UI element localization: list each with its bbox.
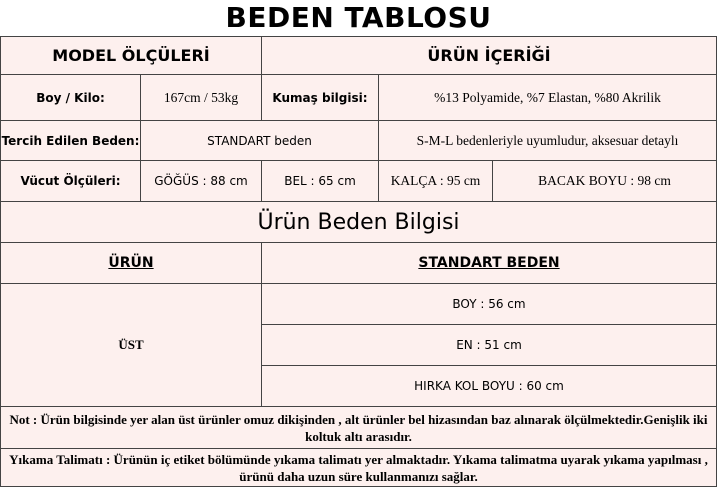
product-content-header: ÜRÜN İÇERİĞİ (262, 36, 717, 75)
sleeve-length-measure: HIRKA KOL BOYU : 60 cm (262, 366, 717, 407)
body-measurements-label: Vücut Ölçüleri: (0, 161, 141, 202)
size-column-header: STANDART BEDEN (262, 243, 717, 284)
fit-note: S-M-L bedenleriyle uyumludur, aksesuar detaylı (379, 121, 717, 161)
fabric-label: Kumaş bilgisi: (262, 75, 379, 121)
size-info-heading: Ürün Beden Bilgisi (0, 202, 717, 243)
fabric-value: %13 Polyamide, %7 Elastan, %80 Akrilik (379, 75, 717, 121)
chest-measure: GÖĞÜS : 88 cm (141, 161, 262, 202)
preferred-size-value: STANDART beden (141, 121, 379, 161)
model-measurements-header: MODEL ÖLÇÜLERİ (0, 36, 262, 75)
washing-instructions: Yıkama Talimatı : Ürünün iç etiket bölümünde yıkama talimatı yer almaktadır. Yıkama talimatma uyarak yıkama yapılması , ürünü daha uzun süre kullanmanızı sağlar. (0, 449, 717, 487)
length-measure: BOY : 56 cm (262, 284, 717, 325)
height-weight-value: 167cm / 53kg (141, 75, 262, 121)
waist-measure: BEL : 65 cm (262, 161, 379, 202)
preferred-size-label: Tercih Edilen Beden: (0, 121, 141, 161)
height-weight-label: Boy / Kilo: (0, 75, 141, 121)
leg-length-measure: BACAK BOYU : 98 cm (493, 161, 717, 202)
measurement-note: Not : Ürün bilgisinde yer alan üst ürünler omuz dikişinden , alt ürünler bel hizasından baz alınarak ölçülmektedir.Genişlik iki koltuk altı arasıdır. (0, 407, 717, 449)
hip-measure: KALÇA : 95 cm (379, 161, 493, 202)
product-name: ÜST (0, 284, 262, 407)
product-column-header: ÜRÜN (0, 243, 262, 284)
page-title: BEDEN TABLOSU (0, 0, 717, 36)
width-measure: EN : 51 cm (262, 325, 717, 366)
